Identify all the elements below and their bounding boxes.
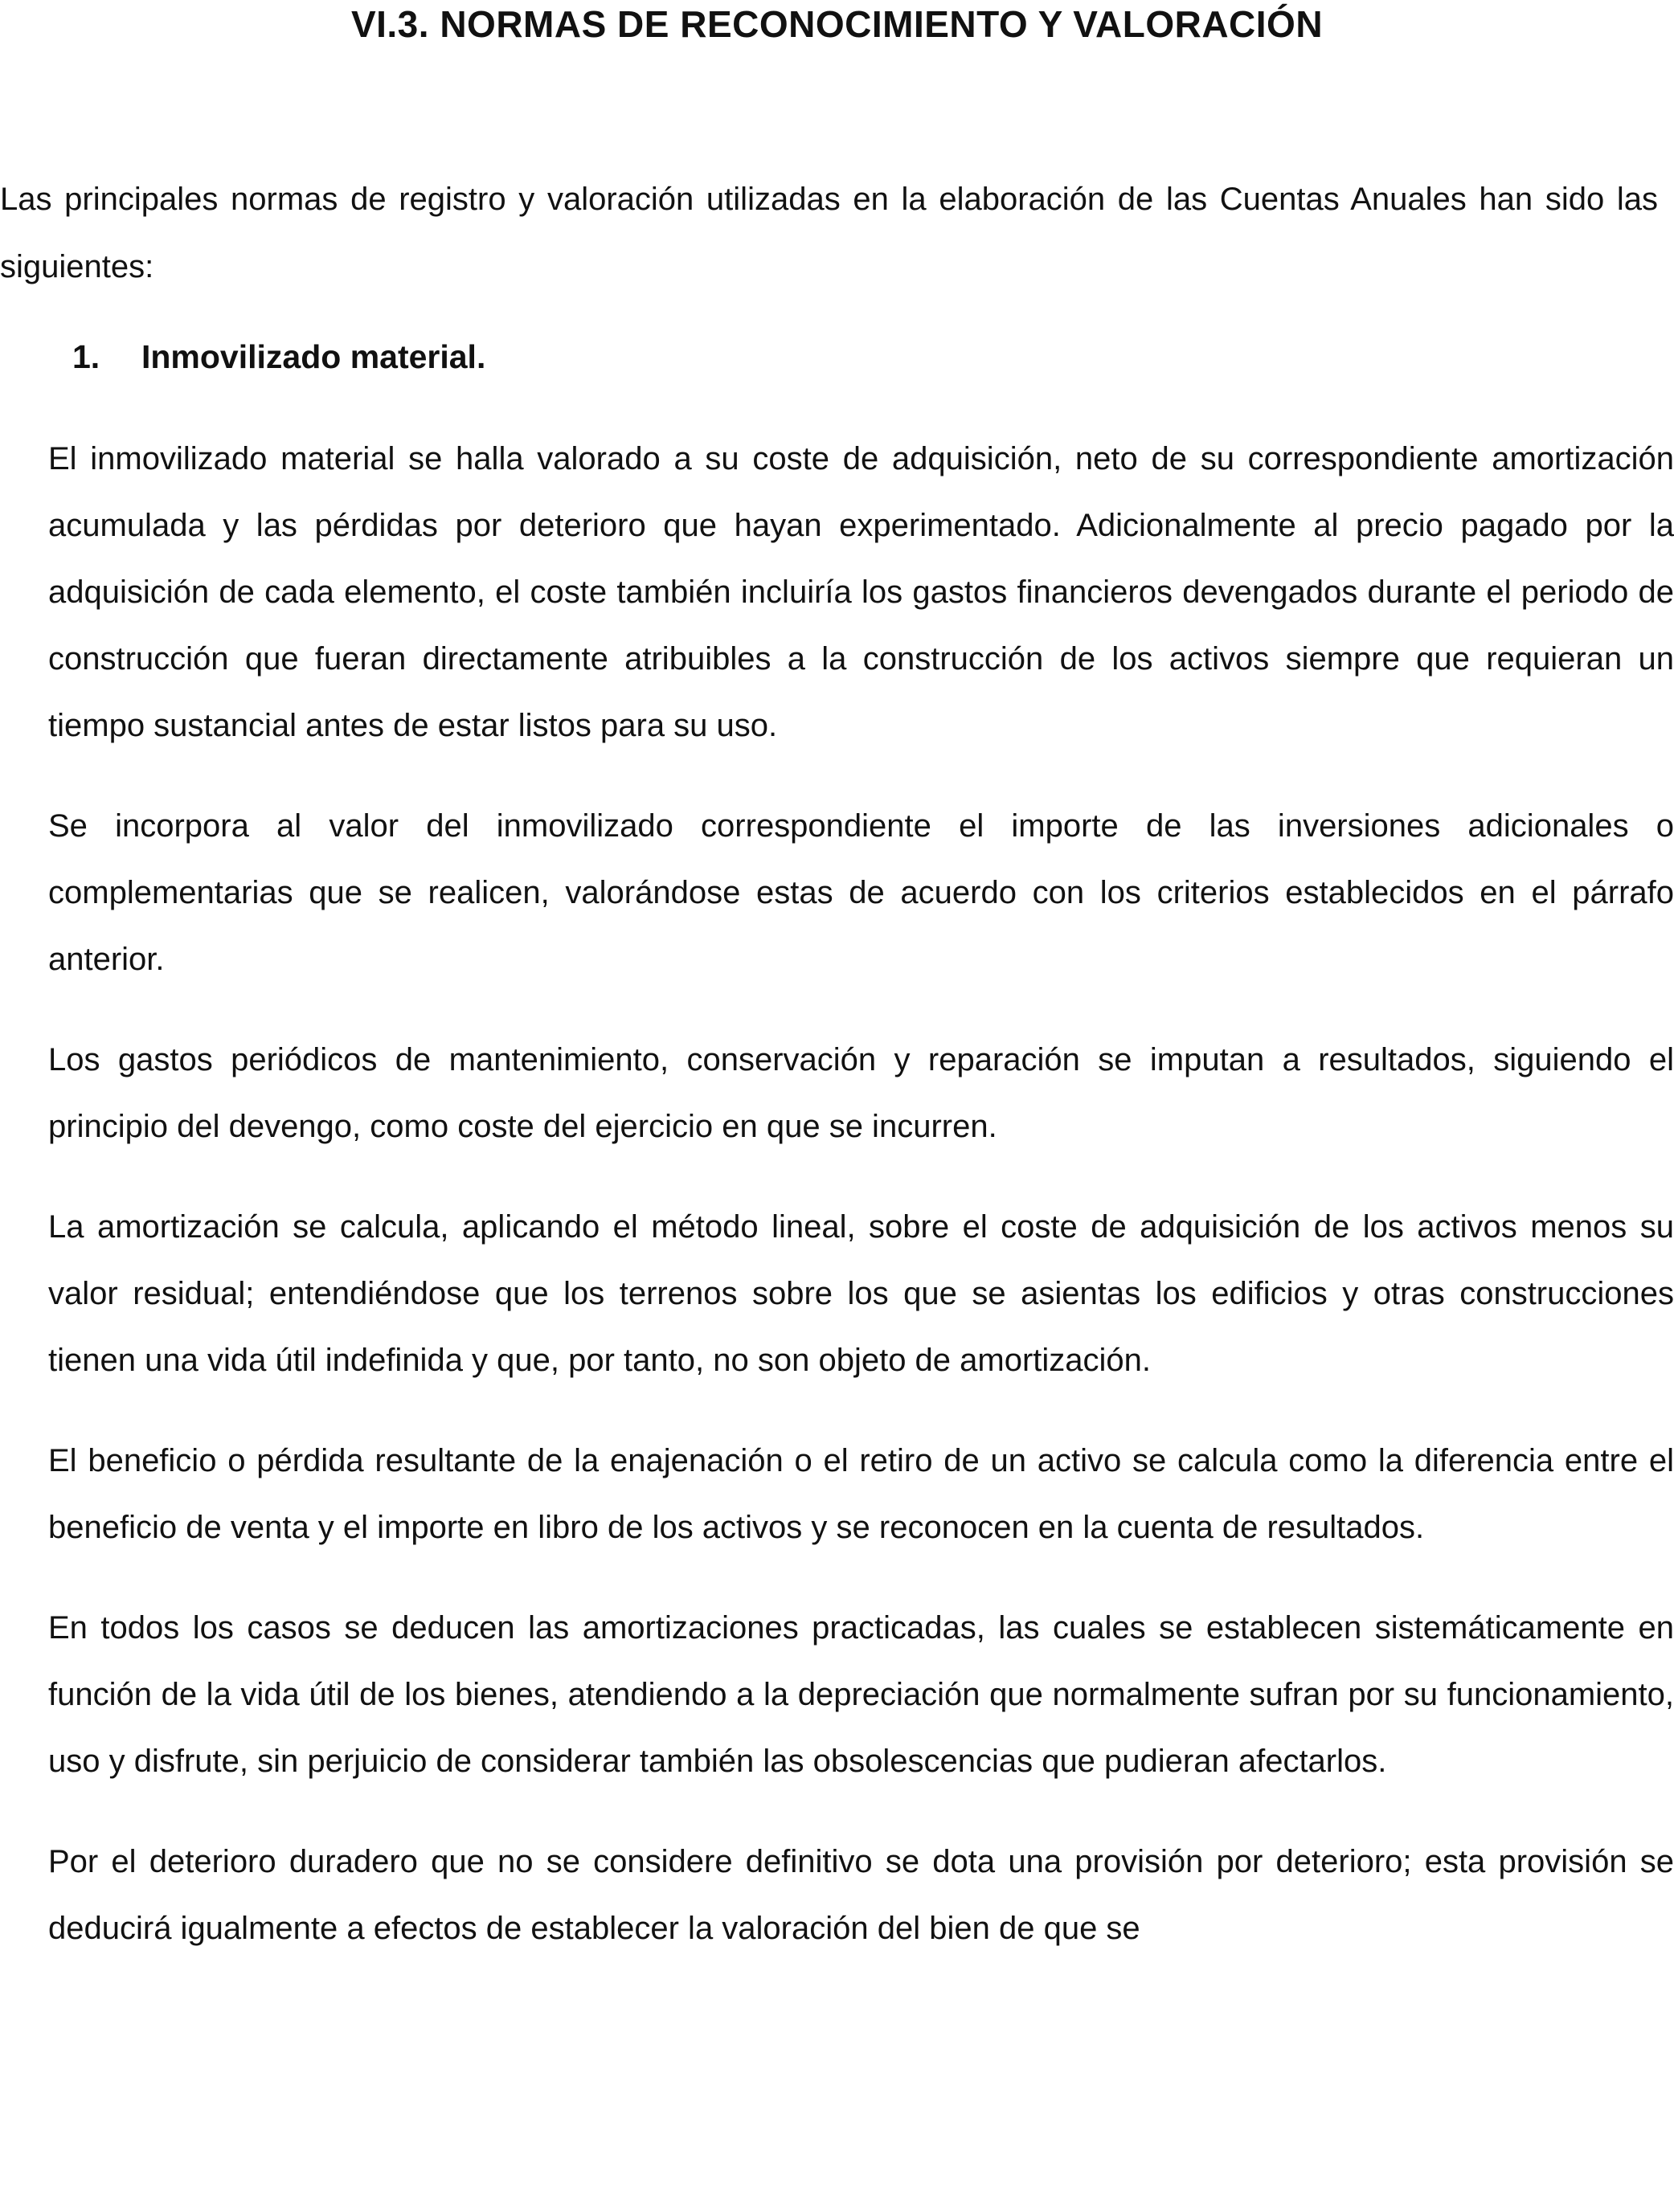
page-title: VI.3. NORMAS DE RECONOCIMIENTO Y VALORACIÓN (350, 3, 1324, 45)
body-paragraph: Los gastos periódicos de mantenimiento, conservación y reparación se imputan a resultados, siguiendo el principio del devengo, como coste del ejercicio en que se incurren. (48, 1042, 1674, 1144)
section-number: 1. (72, 338, 100, 375)
section-heading (72, 331, 485, 382)
body-paragraph: El inmovilizado material se halla valorado a su coste de adquisición, neto de su correspondiente amortización acumulada y las pérdidas por deterioro que hayan experimentado. Adicionalmente al precio pagado por la adquisición de cada elemento, el coste también incluiría los gastos financieros devengados durante el periodo de construcción que fueran directamente atribuibles a la construcción de los activos siempre que requieran un tiempo sustancial antes de estar listos para su uso. (48, 441, 1674, 743)
section-body (48, 426, 1674, 1996)
intro-paragraph: Las principales normas de registro y valoración utilizadas en la elaboración de las Cuentas Anuales han sido las siguientes: (0, 182, 1658, 284)
body-paragraph: El beneficio o pérdida resultante de la enajenación o el retiro de un activo se calcula como la diferencia entre el beneficio de venta y el importe en libro de los activos y se reconocen en la cuenta de resultados. (48, 1443, 1674, 1545)
section-heading-text: Inmovilizado material. (141, 338, 486, 375)
body-paragraph: La amortización se calcula, aplicando el método lineal, sobre el coste de adquisición de los activos menos su valor residual; entendiéndose que los terrenos sobre los que se asientas los edificios y otras construcciones tienen una vida útil indefinida y que, por tanto, no son objeto de amortización. (48, 1209, 1674, 1378)
body-paragraph: Por el deterioro duradero que no se considere definitivo se dota una provisión por deterioro; esta provisión se deducirá igualmente a efectos de establecer la valoración del bien de que se (48, 1844, 1674, 1946)
body-paragraph: Se incorpora al valor del inmovilizado correspondiente el importe de las inversiones adicionales o complementarias que se realicen, valorándose estas de acuerdo con los criterios establecidos en el párrafo anterior. (48, 808, 1674, 977)
body-paragraph: En todos los casos se deducen las amortizaciones practicadas, las cuales se establecen sistemáticamente en función de la vida útil de los bienes, atendiendo a la depreciación que normalmente sufran por su funcionamiento, uso y disfrute, sin perjuicio de considerar también las obsolescencias que pudieran afectarlos. (48, 1610, 1674, 1779)
